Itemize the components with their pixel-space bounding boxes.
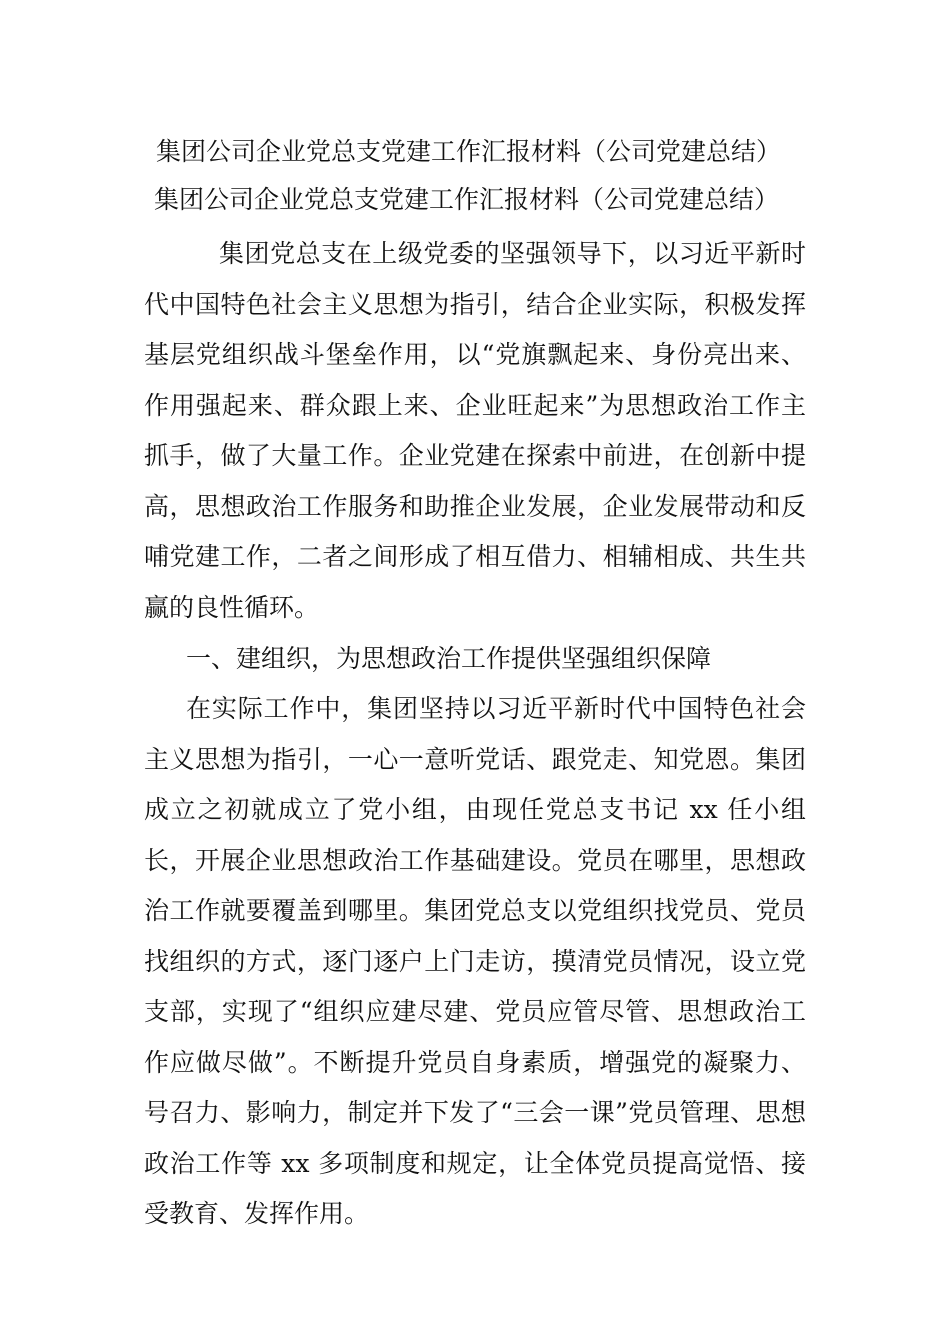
document-title: 集团公司企业党总支党建工作汇报材料（公司党建总结） [156,137,782,166]
section-heading-1: 一、建组织，为思想政治工作提供坚强组织保障 [186,644,712,673]
section-1-paragraph: 在实际工作中，集团坚持以习近平新时代中国特色社会主义思想为指引，一心一意听党话、跟党走、知党恩。集团成立之初就成立了党小组，由现任党总支书记 xx 任小组长，开展企业思想政治工作基础建设。党员在哪里，思想政治工作就要覆盖到哪里。集团党总支以党组织找党员、党员找组织的方式，逐门逐户上门走访，摸清党员情况，设立党支部，实现了“组织应建尽建、党员应管尽管、思想政治工作应做尽做”。不断提升党员自身素质，增强党的凝聚力、号召力、影响力，制定并下发了“三会一课”党员管理、思想政治工作等 xx 多项制度和规定，让全体党员提高觉悟、接受教育、发挥作用。 [144,694,806,1228]
document-subtitle: 集团公司企业党总支党建工作汇报材料（公司党建总结） [154,185,780,214]
intro-paragraph: 集团党总支在上级党委的坚强领导下，以习近平新时代中国特色社会主义思想为指引，结合企业实际，积极发挥基层党组织战斗堡垒作用，以“党旗飘起来、身份亮出来、作用强起来、群众跟上来、企业旺起来”为思想政治工作主抓手，做了大量工作。企业党建在探索中前进，在创新中提高，思想政治工作服务和助推企业发展，企业发展带动和反哺党建工作，二者之间形成了相互借力、相辅相成、共生共赢的良性循环。 [144,239,806,622]
